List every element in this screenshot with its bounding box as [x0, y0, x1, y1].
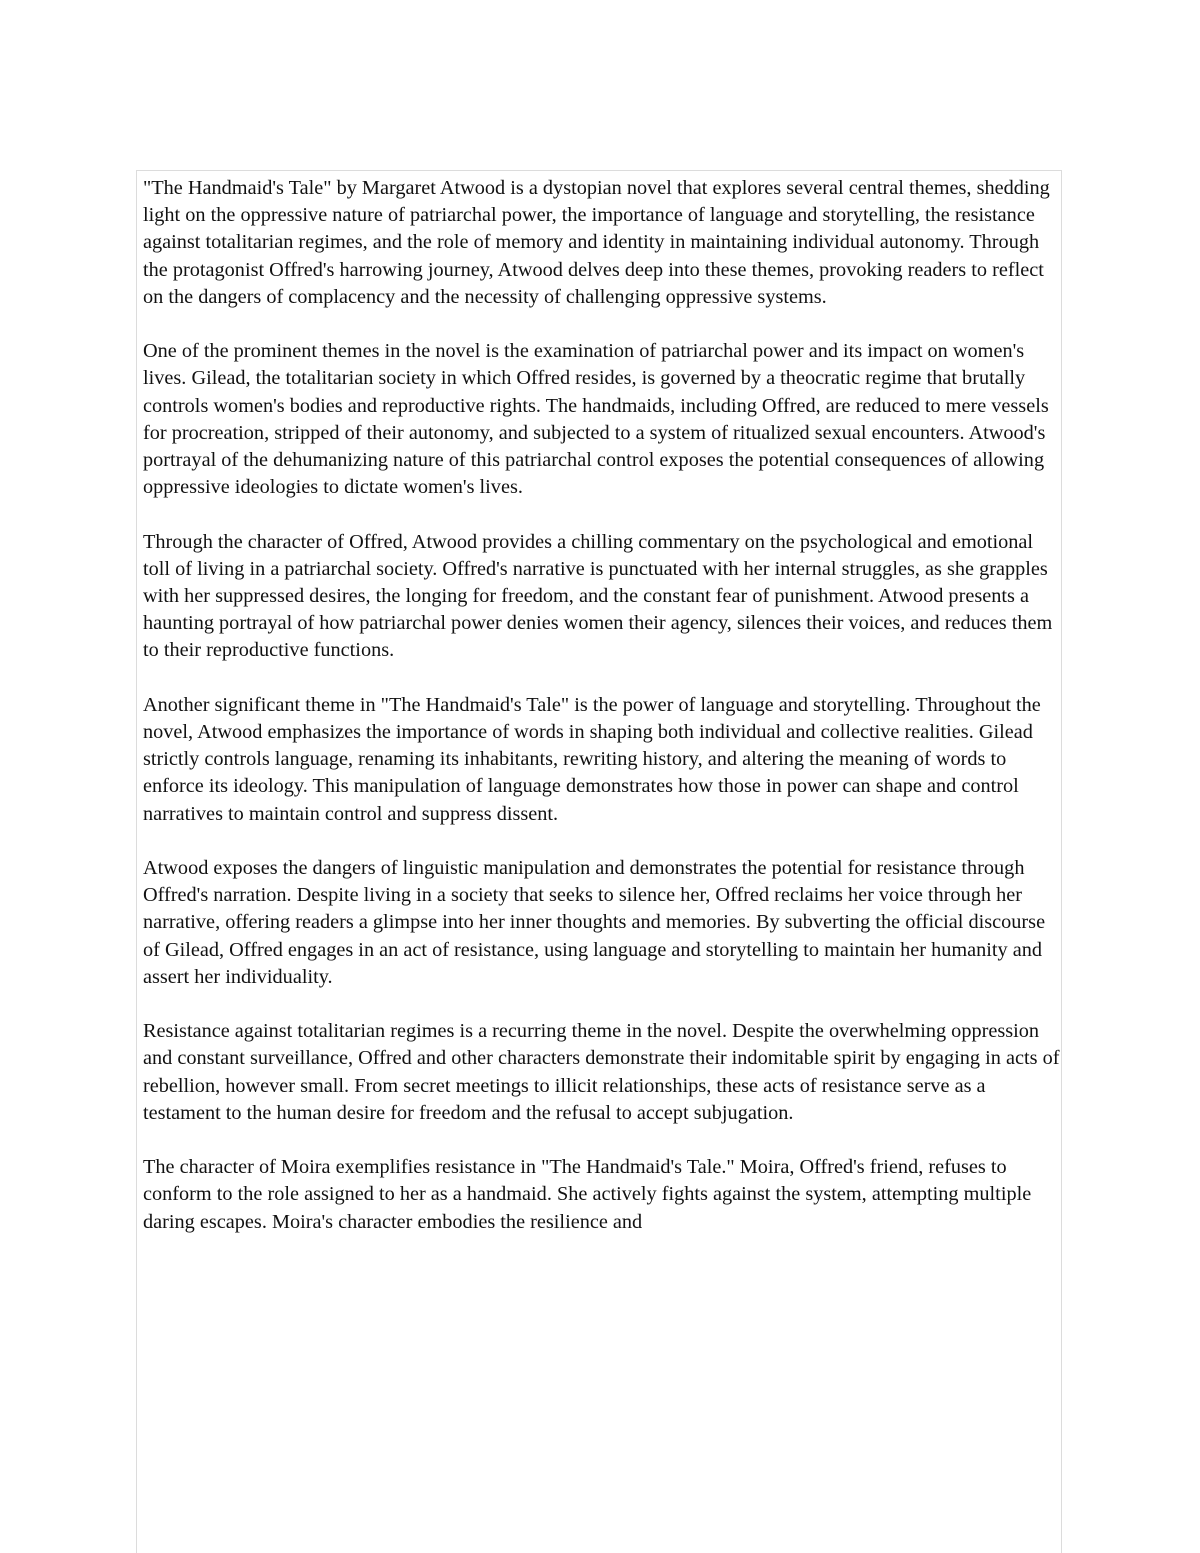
text-frame: [136, 170, 1062, 1553]
paragraph-6: Resistance against totalitarian regimes is a recurring theme in the novel. Despite the overwhelming oppression and constant surveillance, Offred and other characters demonstrate their indomitable spirit by engaging in acts of rebellion, however small. From secret meetings to illicit relationships, these acts of resistance serve as a testament to the human desire for freedom and the refusal to accept subjugation.: [143, 1020, 1060, 1124]
paragraph-7: The character of Moira exemplifies resistance in "The Handmaid's Tale." Moira, Offred's friend, refuses to conform to the role assigned to her as a handmaid. She actively fights against the system, attempting multiple daring escapes. Moira's character embodies the resilience and: [143, 1156, 1032, 1233]
paragraph-2: One of the prominent themes in the novel is the examination of patriarchal power and its impact on women's lives. Gilead, the totalitarian society in which Offred resides, is governed by a theocratic regime that brutally controls women's bodies and reproductive rights. The handmaids, including Offred, are reduced to mere vessels for procreation, stripped of their autonomy, and subjected to a system of ritualized sexual encounters. Atwood's portrayal of the dehumanizing nature of this patriarchal control exposes the potential consequences of allowing oppressive ideologies to dictate women's lives.: [143, 340, 1049, 499]
document-body: [143, 175, 1062, 1236]
paragraph-4: Another significant theme in "The Handmaid's Tale" is the power of language and storytelling. Throughout the novel, Atwood emphasizes the importance of words in shaping both individual and collective realities. Gilead strictly controls language, renaming its inhabitants, rewriting history, and altering the meaning of words to enforce its ideology. This manipulation of language demonstrates how those in power can shape and control narratives to maintain control and suppress dissent.: [143, 693, 1041, 825]
paragraph-1: "The Handmaid's Tale" by Margaret Atwood is a dystopian novel that explores several central themes, shedding light on the oppressive nature of patriarchal power, the importance of language and storytelling, the resistance against totalitarian regimes, and the role of memory and identity in maintaining individual autonomy. Through the protagonist Offred's harrowing journey, Atwood delves deep into these themes, provoking readers to reflect on the dangers of complacency and the necessity of challenging oppressive systems.: [143, 177, 1050, 308]
paragraph-3: Through the character of Offred, Atwood provides a chilling commentary on the psychological and emotional toll of living in a patriarchal society. Offred's narrative is punctuated with her internal struggles, as she grapples with her suppressed desires, the longing for freedom, and the constant fear of punishment. Atwood presents a haunting portrayal of how patriarchal power denies women their agency, silences their voices, and reduces them to their reproductive functions.: [143, 530, 1053, 662]
paragraph-5: Atwood exposes the dangers of linguistic manipulation and demonstrates the potential for resistance through Offred's narration. Despite living in a society that seeks to silence her, Offred reclaims her voice through her narrative, offering readers a glimpse into her inner thoughts and memories. By subverting the official discourse of Gilead, Offred engages in an act of resistance, using language and storytelling to maintain her humanity and assert her individuality.: [143, 857, 1046, 988]
